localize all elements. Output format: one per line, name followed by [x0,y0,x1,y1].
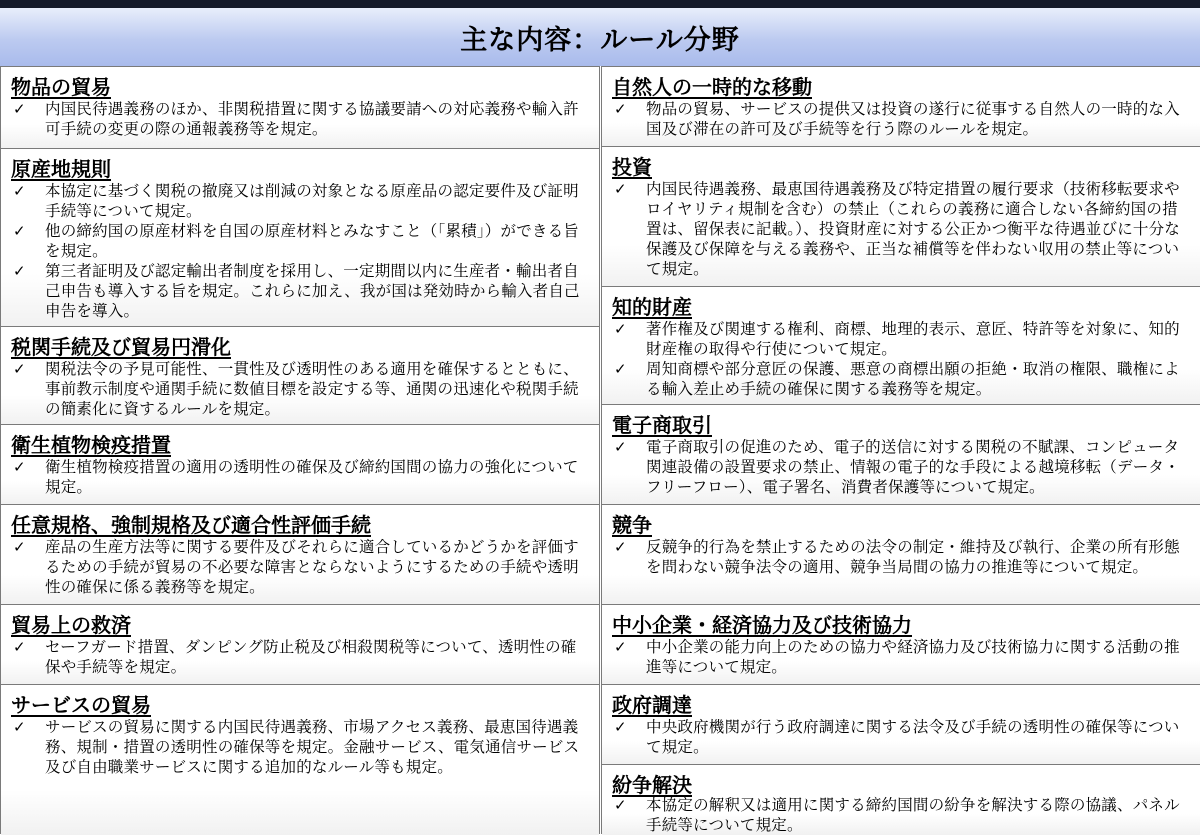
checkmark-icon: ✓ [614,180,627,198]
item-text: 周知商標や部分意匠の保護、悪意の商標出願の拒絶・取消の権限、職権による輸入差止め手続の確保に関する義務等を規定。 [646,360,1180,398]
checkmark-icon: ✓ [614,100,627,118]
item-text: 第三者証明及び認定輸出者制度を採用し、一定期間以内に生産者・輸出者自己申告も導入する旨を規定。これらに加え、我が国は発効時から輸入者自己申告を導入。 [45,262,580,320]
section-sps-measures [1,424,599,505]
checkmark-icon: ✓ [13,360,26,378]
section-title: 紛争解決 [612,773,692,797]
section-dispute-settlement [602,764,1200,835]
section-government-procurement [602,684,1200,765]
checkmark-icon: ✓ [614,718,627,736]
checkmark-icon: ✓ [614,320,627,338]
section-intellectual-property [602,286,1200,405]
section-title: 貿易上の救済 [11,613,131,637]
item-text: 反競争的行為を禁止するための法令の制定・維持及び執行、企業の所有形態を問わない競争法令の適用、競争当局間の協力の推進等について規定。 [646,538,1180,576]
section-title: 競争 [612,513,652,537]
section-goods-trade [1,66,599,149]
checkmark-icon: ✓ [13,538,26,556]
checkmark-icon: ✓ [614,638,627,656]
item-text: 内国民待遇義務のほか、非関税措置に関する協議要請への対応義務や輸入許可手続の変更の際の通報義務等を規定。 [45,100,579,138]
section-trade-remedies [1,604,599,685]
item-text: 電子商取引の促進のため、電子的送信に対する関税の不賦課、コンピュータ関連設備の設置要求の禁止、情報の電子的な手段による越境移転（データ・フリーフロー）、電子署名、消費者保護等について規定。 [646,438,1180,496]
right-column [601,66,1200,834]
section-title: 知的財産 [612,295,692,319]
item-text: セーフガード措置、ダンピング防止税及び相殺関税等について、透明性の確保や手続等を規定。 [45,638,577,676]
page-title: 主な内容：ルール分野 [460,24,740,56]
item-text: 他の締約国の原産材料を自国の原産材料とみなすこと（「累積」）ができる旨を規定。 [45,222,580,260]
item-text: サービスの貿易に関する内国民待遇義務、市場アクセス義務、最恵国待遇義務、規制・措置の透明性の確保等を規定。金融サービス、電気通信サービス及び自由職業サービスに関する追加的なルール等も規定。 [45,718,580,776]
section-title: 物品の貿易 [11,75,111,99]
checkmark-icon: ✓ [13,100,26,118]
section-title: 自然人の一時的な移動 [612,75,812,99]
section-e-commerce [602,404,1200,505]
checkmark-icon: ✓ [614,796,627,814]
section-services-trade [1,684,599,835]
item-text: 本協定の解釈又は適用に関する締約国間の紛争を解決する際の協議、パネル手続等について規定。 [646,796,1180,834]
item-text: 内国民待遇義務、最恵国待遇義務及び特定措置の履行要求（技術移転要求やロイヤリティ規制を含む）の禁止（これらの義務に適合しない各締約国の措置は、留保表に記載。）、投資財産に対する公正かつ衡平な待遇並びに十分な保護及び保障を与える義務や、正当な補償等を伴わない収用の禁止等について規定。 [646,180,1181,278]
checkmark-icon: ✓ [13,222,26,240]
checkmark-icon: ✓ [13,718,26,736]
item-text: 著作権及び関連する権利、商標、地理的表示、意匠、特許等を対象に、知的財産権の取得や行使について規定。 [646,320,1180,358]
item-text: 産品の生産方法等に関する要件及びそれらに適合しているかどうかを評価するための手続が貿易の不必要な障害とならないようにするための手続や透明性の確保に係る義務等を規定。 [45,538,579,596]
section-title: 任意規格、強制規格及び適合性評価手続 [11,513,371,537]
checkmark-icon: ✓ [13,638,26,656]
title-band [0,8,1200,66]
section-title: 投資 [612,155,652,179]
top-accent-bar [0,0,1200,8]
section-title: 中小企業・経済協力及び技術協力 [612,613,912,637]
section-customs-procedures [1,326,599,425]
item-text: 中央政府機関が行う政府調達に関する法令及び手続の透明性の確保等について規定。 [646,718,1180,756]
item-text: 本協定に基づく関税の撤廃又は削減の対象となる原産品の認定要件及び証明手続等について規定。 [45,182,579,220]
checkmark-icon: ✓ [614,438,627,456]
checkmark-icon: ✓ [13,182,26,200]
section-competition [602,504,1200,605]
section-title: 電子商取引 [612,413,712,437]
checkmark-icon: ✓ [13,458,26,476]
checkmark-icon: ✓ [614,360,627,378]
section-technical-barriers [1,504,599,605]
left-column [0,66,600,834]
section-movement-of-persons [602,66,1200,147]
checkmark-icon: ✓ [614,538,627,556]
section-rules-of-origin [1,148,599,327]
section-title: 税関手続及び貿易円滑化 [11,335,231,359]
item-text: 中小企業の能力向上のための協力や経済協力及び技術協力に関する活動の推進等について規定。 [646,638,1180,676]
item-text: 衛生植物検疫措置の適用の透明性の確保及び締約国間の協力の強化について規定。 [45,458,579,496]
section-title: 原産地規則 [11,157,111,181]
item-text: 関税法令の予見可能性、一貫性及び透明性のある適用を確保するとともに、事前教示制度や通関手続に数値目標を設定する等、通関の迅速化や税関手続の簡素化に資するルールを規定。 [45,360,579,418]
section-title: サービスの貿易 [11,693,151,717]
section-investment [602,146,1200,287]
item-text: 物品の貿易、サービスの提供又は投資の遂行に従事する自然人の一時的な入国及び滞在の許可及び手続等を行う際のルールを規定。 [646,100,1180,138]
section-sme-cooperation [602,604,1200,685]
checkmark-icon: ✓ [13,262,26,280]
section-title: 政府調達 [612,693,692,717]
section-title: 衛生植物検疫措置 [11,433,171,457]
